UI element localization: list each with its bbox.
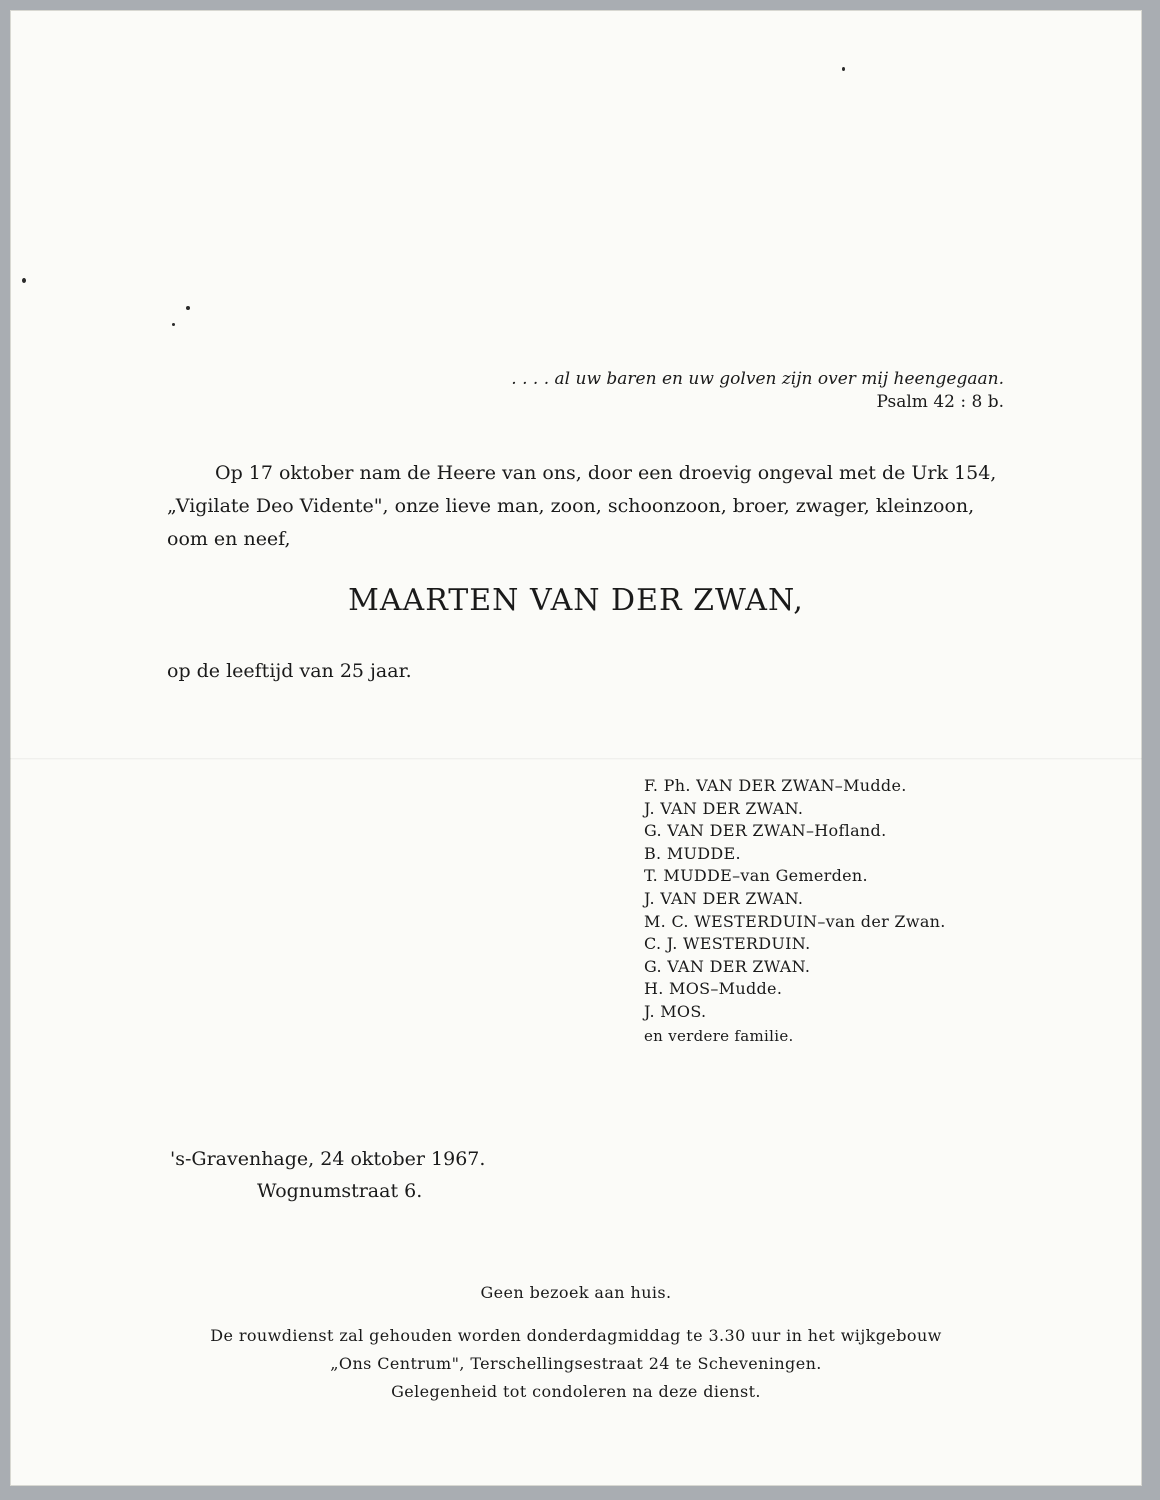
service-notes (10, 1283, 1142, 1406)
age-line: op de leeftijd van 25 jaar. (167, 660, 412, 682)
announcement-line: „Vigilate Deo Vidente", onze lieve man, zoon, schoonzoon, broer, zwager, kleinzoon, (167, 495, 975, 517)
mourning-card (10, 10, 1142, 1486)
service-line: De rouwdienst zal gehouden worden donderdagmiddag te 3.30 uur in het wijkgebouw (210, 1326, 942, 1345)
ink-speck (22, 278, 26, 283)
announcement-line: oom en neef, (167, 528, 291, 550)
no-visit-note: Geen bezoek aan huis. (480, 1283, 672, 1302)
ink-speck (186, 306, 190, 310)
family-member: H. MOS–Mudde. (644, 979, 783, 999)
announcement-line: Op 17 oktober nam de Heere van ons, door een droevig ongeval met de Urk 154, (215, 462, 997, 484)
family-member: C. J. WESTERDUIN. (644, 934, 811, 954)
deceased-name: MAARTEN VAN DER ZWAN, (348, 583, 804, 618)
place-date: 's-Gravenhage, 24 oktober 1967. (170, 1148, 486, 1170)
psalm-quote (511, 368, 1004, 414)
address: Wognumstraat 6. (257, 1180, 423, 1202)
family-member: G. VAN DER ZWAN. (644, 956, 811, 976)
family-list (644, 775, 946, 1047)
psalm-text: . . . . al uw baren en uw golven zijn over mij heengegaan. (511, 369, 1004, 389)
family-member: F. Ph. VAN DER ZWAN–Mudde. (644, 776, 907, 795)
family-closing: en verdere familie. (644, 1026, 794, 1045)
family-member: J. VAN DER ZWAN. (644, 798, 804, 818)
family-member: B. MUDDE. (644, 843, 741, 863)
family-member: T. MUDDE–van Gemerden. (644, 866, 868, 886)
family-member: J. MOS. (644, 1001, 707, 1021)
family-member: M. C. WESTERDUIN–van der Zwan. (644, 911, 946, 931)
paper-fold-line (10, 758, 1142, 760)
ink-speck (172, 323, 175, 326)
announcement-text (167, 457, 1017, 556)
service-line: Gelegenheid tot condoleren na deze dienst. (391, 1382, 761, 1401)
service-line: „Ons Centrum", Terschellingsestraat 24 te Scheveningen. (330, 1354, 822, 1373)
place-and-date-block (170, 1143, 485, 1207)
psalm-reference: Psalm 42 : 8 b. (876, 392, 1004, 412)
family-member: G. VAN DER ZWAN–Hofland. (644, 821, 887, 841)
ink-speck (842, 67, 845, 71)
family-member: J. VAN DER ZWAN. (644, 888, 804, 908)
